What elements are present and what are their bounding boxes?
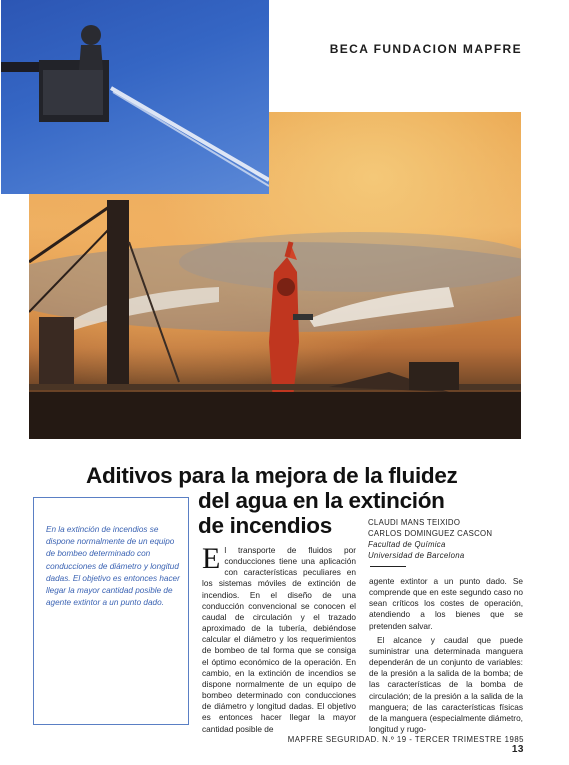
- body-column-2: [369, 576, 523, 738]
- aerial-platform-illustration: [1, 0, 269, 194]
- inset-photo: [1, 0, 269, 194]
- title-line-1: Aditivos para la mejora de la fluidez: [86, 463, 458, 488]
- body-text: l transporte de fluidos por conducciones tiene una aplicación con características peculiares en los sistemas móviles de extinción de incendios. En el diseño de una conducción convencional se conocen el caudal de circulación y el trazado aproximado de la tubería, debiéndose calcular el diámetro y los requerimientos de bombeo de tal forma que se consiga el óptimo económico de la operación. En cambio, en la extinción de incendios se dispone normalmente de un equipo de bombeo determinado con conducciones de diámetro y longitud dadas. El objetivo es entonces hacer llegar la mayor cantidad posible de: [202, 545, 356, 734]
- author-name: CLAUDI MANS TEIXIDO: [368, 518, 461, 527]
- body-paragraph: El alcance y caudal que puede suministrar una determinada manguera dependerán de un conjunto de variables: de la presión a la salida de la bomba; de las características de la bomba de circulación; de la presión a la salida de la manguera; de las características físicas de la manguera (especialmente diámetro, longitud y rugo-: [369, 634, 523, 735]
- title-line-3: de incendios: [198, 513, 332, 538]
- summary-box: [33, 497, 189, 725]
- journal-info: MAPFRE SEGURIDAD. N.º 19 - TERCER TRIMESTRE 1985: [287, 735, 524, 744]
- page-footer: [284, 735, 524, 755]
- author-name: CARLOS DOMINGUEZ CASCON: [368, 529, 493, 538]
- body-column-1: [202, 542, 356, 735]
- body-paragraph: agente extintor a un punto dado. Se comprende que en este segundo caso no sean críticos los costes de operación, atendiendo a los bienes que se pretenden salvar.: [369, 576, 523, 631]
- summary-text: En la extinción de incendios se dispone normalmente de un equipo de bombeo determinado con conducciones de diámetro y longitud dadas. El objetivo es entonces hacer llegar la mayor cantidad posible de agente extintor a un punto dado.: [46, 525, 180, 608]
- column-rule: [370, 566, 406, 567]
- section-header: BECA FUNDACION MAPFRE: [329, 42, 522, 56]
- title-line-2: del agua en la extinción: [198, 488, 445, 513]
- author-affiliation: Universidad de Barcelona: [368, 551, 465, 560]
- page-number: 13: [511, 744, 524, 755]
- drop-cap: E: [202, 542, 221, 575]
- author-affiliation: Facultad de Química: [368, 540, 446, 549]
- author-block: [368, 517, 528, 561]
